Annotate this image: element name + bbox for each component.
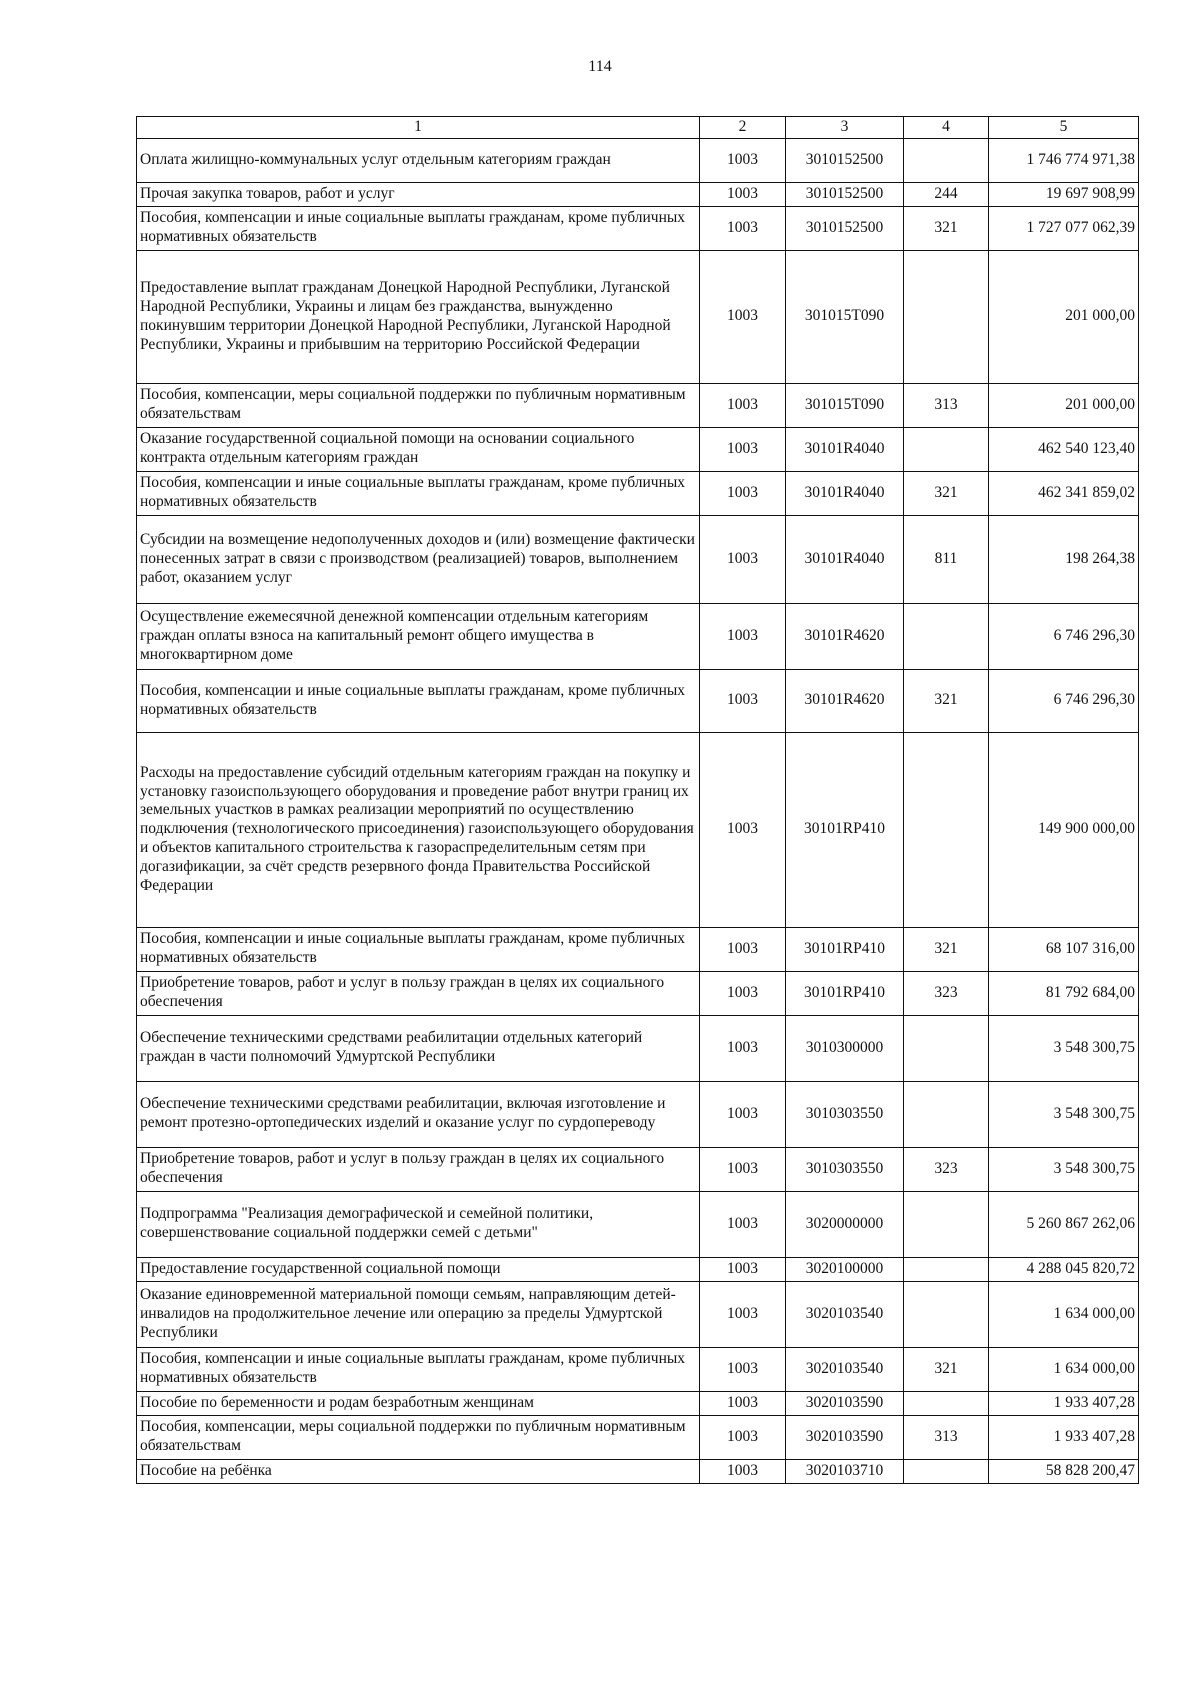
row-section: 1003 [700,515,786,603]
row-code: 30101R4620 [786,669,904,732]
row-code: 30101R4040 [786,427,904,471]
row-name: Прочая закупка товаров, работ и услуг [137,182,700,206]
table-row [137,1191,1139,1257]
table-row [137,1391,1139,1415]
row-type [904,1191,989,1257]
row-code: 3020103590 [786,1391,904,1415]
table-row [137,182,1139,206]
row-name: Субсидии на возмещение недополученных доходов и (или) возмещение фактически понесенных затрат в связи с производством (реализацией) товаров, выполнением работ, оказанием услуг [137,515,700,603]
row-section: 1003 [700,182,786,206]
row-type [904,1459,989,1483]
row-section: 1003 [700,138,786,182]
table-row [137,732,1139,927]
row-name: Оплата жилищно-коммунальных услуг отдельным категориям граждан [137,138,700,182]
row-code: 30101RP410 [786,927,904,971]
row-section: 1003 [700,1459,786,1483]
table-row [137,927,1139,971]
row-type [904,1015,989,1081]
row-type: 313 [904,1415,989,1459]
row-code: 301015Т090 [786,250,904,383]
row-amount: 3 548 300,75 [989,1081,1139,1147]
row-amount: 58 828 200,47 [989,1459,1139,1483]
row-code: 3010152500 [786,138,904,182]
row-type: 313 [904,383,989,427]
table-row [137,1081,1139,1147]
row-amount: 1 933 407,28 [989,1391,1139,1415]
row-name: Приобретение товаров, работ и услуг в пользу граждан в целях их социального обеспечения [137,971,700,1015]
row-name: Пособия, компенсации и иные социальные выплаты гражданам, кроме публичных нормативных обязательств [137,927,700,971]
row-section: 1003 [700,669,786,732]
row-code: 3010303550 [786,1147,904,1191]
table-row [137,138,1139,182]
row-amount: 201 000,00 [989,250,1139,383]
table-header [137,117,1139,139]
row-name: Расходы на предоставление субсидий отдельным категориям граждан на покупку и установку газоиспользующего оборудования и проведение работ внутри границ их земельных участков в рамках реализации мероприятий по осуществлению подключения (технологического присоединения) газоиспользующего оборудования и объектов капитального строительства к газораспределительным сетям при догазификации, за счёт средств резервного фонда Правительства Российской Федерации [137,732,700,927]
row-name: Оказание государственной социальной помощи на основании социального контракта отдельным категориям граждан [137,427,700,471]
row-amount: 198 264,38 [989,515,1139,603]
row-type: 321 [904,1347,989,1391]
row-code: 3020103710 [786,1459,904,1483]
row-type: 321 [904,927,989,971]
page-number: 114 [588,58,612,75]
row-type [904,603,989,669]
row-amount: 149 900 000,00 [989,732,1139,927]
row-section: 1003 [700,971,786,1015]
row-code: 301015Т090 [786,383,904,427]
row-section: 1003 [700,1015,786,1081]
row-amount: 6 746 296,30 [989,603,1139,669]
table-row [137,1347,1139,1391]
row-section: 1003 [700,1281,786,1347]
row-section: 1003 [700,1415,786,1459]
column-header-1: 1 [137,117,700,139]
row-section: 1003 [700,927,786,971]
row-name: Предоставление государственной социальной помощи [137,1257,700,1281]
table-row [137,1257,1139,1281]
row-type [904,250,989,383]
row-code: 30101RP410 [786,971,904,1015]
row-type: 323 [904,1147,989,1191]
table-row [137,1459,1139,1483]
row-code: 30101R4040 [786,471,904,515]
row-type [904,138,989,182]
row-name: Пособия, компенсации, меры социальной поддержки по публичным нормативным обязательствам [137,1415,700,1459]
row-section: 1003 [700,1391,786,1415]
row-code: 3020103540 [786,1347,904,1391]
row-name: Пособия, компенсации и иные социальные выплаты гражданам, кроме публичных нормативных обязательств [137,669,700,732]
row-code: 3010303550 [786,1081,904,1147]
table-row [137,1147,1139,1191]
row-section: 1003 [700,1147,786,1191]
row-amount: 1 634 000,00 [989,1281,1139,1347]
row-amount: 3 548 300,75 [989,1015,1139,1081]
row-code: 3010152500 [786,206,904,250]
row-amount: 19 697 908,99 [989,182,1139,206]
row-section: 1003 [700,603,786,669]
row-section: 1003 [700,250,786,383]
row-section: 1003 [700,1257,786,1281]
row-amount: 462 341 859,02 [989,471,1139,515]
row-name: Пособие по беременности и родам безработным женщинам [137,1391,700,1415]
row-name: Пособия, компенсации и иные социальные выплаты гражданам, кроме публичных нормативных обязательств [137,206,700,250]
table-row [137,427,1139,471]
row-section: 1003 [700,427,786,471]
row-code: 30101RP410 [786,732,904,927]
row-type: 321 [904,471,989,515]
row-type: 244 [904,182,989,206]
row-code: 3020103590 [786,1415,904,1459]
row-name: Подпрограмма "Реализация демографической и семейной политики, совершенствование социальной поддержки семей с детьми" [137,1191,700,1257]
row-amount: 1 746 774 971,38 [989,138,1139,182]
row-type [904,1281,989,1347]
column-header-3: 3 [786,117,904,139]
row-amount: 1 727 077 062,39 [989,206,1139,250]
row-name: Обеспечение техническими средствами реабилитации, включая изготовление и ремонт протезно-ортопедических изделий и оказание услуг по сурдопереводу [137,1081,700,1147]
row-amount: 6 746 296,30 [989,669,1139,732]
table-row [137,603,1139,669]
table-row [137,1015,1139,1081]
row-amount: 4 288 045 820,72 [989,1257,1139,1281]
column-header-2: 2 [700,117,786,139]
row-name: Оказание единовременной материальной помощи семьям, направляющим детей-инвалидов на продолжительное лечение или операцию за пределы Удмуртской Республики [137,1281,700,1347]
table-row [137,471,1139,515]
row-section: 1003 [700,383,786,427]
row-type [904,732,989,927]
row-code: 3010152500 [786,182,904,206]
row-name: Обеспечение техническими средствами реабилитации отдельных категорий граждан в части полномочий Удмуртской Республики [137,1015,700,1081]
table-row [137,669,1139,732]
row-name: Предоставление выплат гражданам Донецкой Народной Республики, Луганской Народной Республики, Украины и лицам без гражданства, вынужденно покинувшим территории Донецкой Народной Республики, Луганской Народной Республики, Украины и прибывшим на территорию Российской Федерации [137,250,700,383]
row-code: 30101R4620 [786,603,904,669]
row-section: 1003 [700,1347,786,1391]
table-row [137,206,1139,250]
row-type [904,1257,989,1281]
row-code: 3020000000 [786,1191,904,1257]
row-amount: 462 540 123,40 [989,427,1139,471]
row-code: 3020103540 [786,1281,904,1347]
row-amount: 68 107 316,00 [989,927,1139,971]
table-row [137,971,1139,1015]
budget-table [136,116,1139,1484]
table-body [137,138,1139,1483]
column-header-4: 4 [904,117,989,139]
row-amount: 3 548 300,75 [989,1147,1139,1191]
table-row [137,1281,1139,1347]
row-type [904,1081,989,1147]
row-name: Приобретение товаров, работ и услуг в пользу граждан в целях их социального обеспечения [137,1147,700,1191]
row-type: 811 [904,515,989,603]
row-name: Пособия, компенсации и иные социальные выплаты гражданам, кроме публичных нормативных обязательств [137,1347,700,1391]
row-amount: 1 933 407,28 [989,1415,1139,1459]
row-section: 1003 [700,471,786,515]
row-name: Пособие на ребёнка [137,1459,700,1483]
row-name: Пособия, компенсации, меры социальной поддержки по публичным нормативным обязательствам [137,383,700,427]
row-amount: 81 792 684,00 [989,971,1139,1015]
table-row [137,250,1139,383]
row-type [904,1391,989,1415]
row-type [904,427,989,471]
row-type: 321 [904,206,989,250]
row-code: 30101R4040 [786,515,904,603]
row-amount: 1 634 000,00 [989,1347,1139,1391]
row-code: 3010300000 [786,1015,904,1081]
row-name: Пособия, компенсации и иные социальные выплаты гражданам, кроме публичных нормативных обязательств [137,471,700,515]
row-name: Осуществление ежемесячной денежной компенсации отдельным категориям граждан оплаты взноса на капитальный ремонт общего имущества в многоквартирном доме [137,603,700,669]
row-section: 1003 [700,1081,786,1147]
table-row [137,383,1139,427]
table-row [137,1415,1139,1459]
row-section: 1003 [700,1191,786,1257]
row-type: 323 [904,971,989,1015]
row-code: 3020100000 [786,1257,904,1281]
row-amount: 201 000,00 [989,383,1139,427]
row-section: 1003 [700,732,786,927]
row-type: 321 [904,669,989,732]
row-amount: 5 260 867 262,06 [989,1191,1139,1257]
table-row [137,515,1139,603]
column-header-5: 5 [989,117,1139,139]
header-row [137,117,1139,139]
row-section: 1003 [700,206,786,250]
